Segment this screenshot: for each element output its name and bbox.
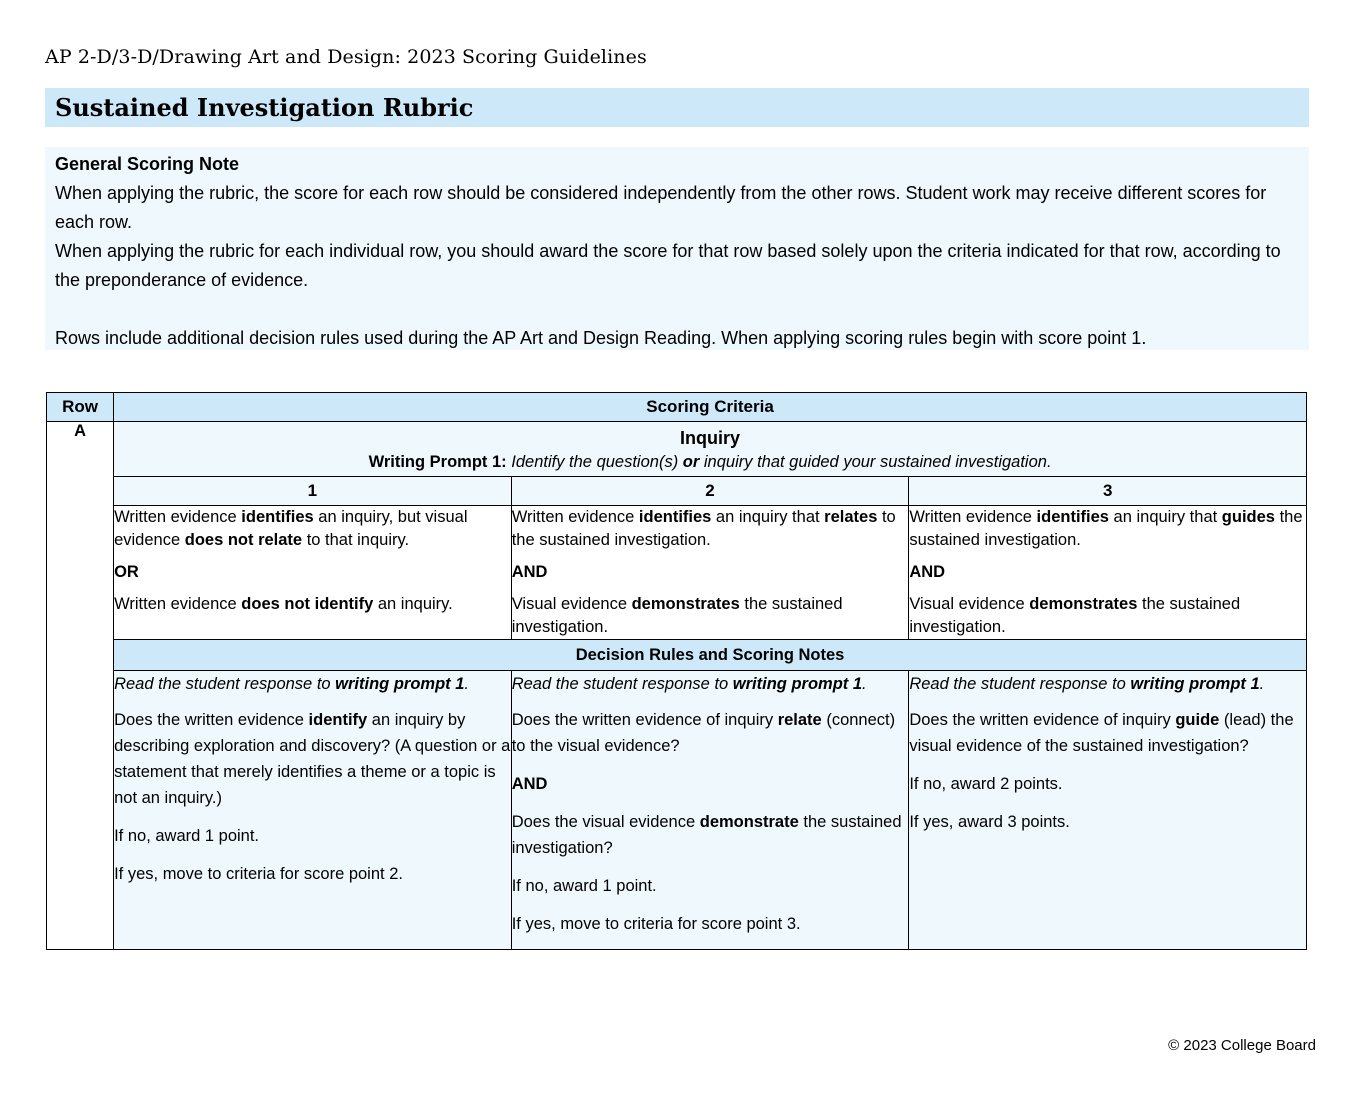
prompt-label: Writing Prompt 1: [368, 453, 507, 471]
scoring-criteria-header: Scoring Criteria [114, 393, 1307, 422]
connector: OR [114, 563, 139, 581]
writing-prompt [114, 450, 1306, 474]
connector: AND [511, 775, 548, 793]
rules-score-1: Read the student response to writing prompt 1. Does the written evidence identify an inquiry by describing exploration and discovery? (A question or a statement that merely identifies a theme or a topic is not an inquiry.) If no, award 1 point. If yes, move to criteria for score point 2. [114, 671, 512, 950]
score-header-1: 1 [114, 477, 512, 506]
criteria-score-2: Written evidence identifies an inquiry that relates to the sustained investigation. AND Visual evidence demonstrates the sustained investigation. [511, 506, 909, 640]
rubric-table [46, 392, 1307, 950]
criteria-score-3: Written evidence identifies an inquiry that guides the sustained investigation. AND Visual evidence demonstrates the sustained investigation. [909, 506, 1307, 640]
row-label: A [47, 422, 114, 950]
page-title: Sustained Investigation Rubric [55, 93, 474, 122]
rule-no: If no, award 2 points. [909, 775, 1063, 793]
inquiry-cell [114, 422, 1307, 477]
connector: AND [909, 563, 946, 581]
rule-no: If no, award 1 point. [114, 827, 260, 845]
rule-yes: If yes, move to criteria for score point 2. [114, 865, 403, 883]
score-header-2: 2 [511, 477, 909, 506]
rule-yes: If yes, move to criteria for score point 3. [511, 915, 801, 933]
note-heading: General Scoring Note [55, 154, 240, 174]
note-paragraph-1: When applying the rubric, the score for each row should be considered independently from the other rows. Student work may receive different scores for each row. [55, 183, 1267, 232]
general-scoring-note [45, 147, 1309, 350]
prompt-text-b: inquiry that guided your sustained investigation. [703, 453, 1052, 471]
connector: AND [511, 563, 548, 581]
note-paragraph-2: When applying the rubric for each individual row, you should award the score for that row based solely upon the criteria indicated for that row, according to the preponderance of evidence. [55, 241, 1281, 290]
inquiry-title: Inquiry [680, 428, 741, 448]
prompt-text-a: Identify the question(s) [511, 453, 679, 471]
document-header: AP 2-D/3-D/Drawing Art and Design: 2023 Scoring Guidelines [45, 46, 647, 68]
note-paragraph-3: Rows include additional decision rules used during the AP Art and Design Reading. When applying scoring rules begin with score point 1. [55, 328, 1147, 348]
rule-yes: If yes, award 3 points. [909, 813, 1070, 831]
rules-score-2: Read the student response to writing prompt 1. Does the written evidence of inquiry relate (connect) to the visual evidence? AND Does the visual evidence demonstrate the sustained investigation? If no, award 1 point. If yes, move to criteria for score point 3. [511, 671, 909, 950]
score-header-3: 3 [909, 477, 1307, 506]
row-column-header: Row [47, 393, 114, 422]
rules-score-3: Read the student response to writing prompt 1. Does the written evidence of inquiry guide (lead) the visual evidence of the sustained investigation? If no, award 2 points. If yes, award 3 points. [909, 671, 1307, 950]
decision-rules-header: Decision Rules and Scoring Notes [114, 640, 1307, 671]
rule-no: If no, award 1 point. [511, 877, 657, 895]
title-bar [45, 88, 1309, 127]
criteria-score-1: Written evidence identifies an inquiry, but visual evidence does not relate to that inquiry. OR Written evidence does not identify an inquiry. [114, 506, 512, 640]
copyright-footer: © 2023 College Board [1168, 1037, 1316, 1054]
prompt-or: or [682, 453, 700, 471]
